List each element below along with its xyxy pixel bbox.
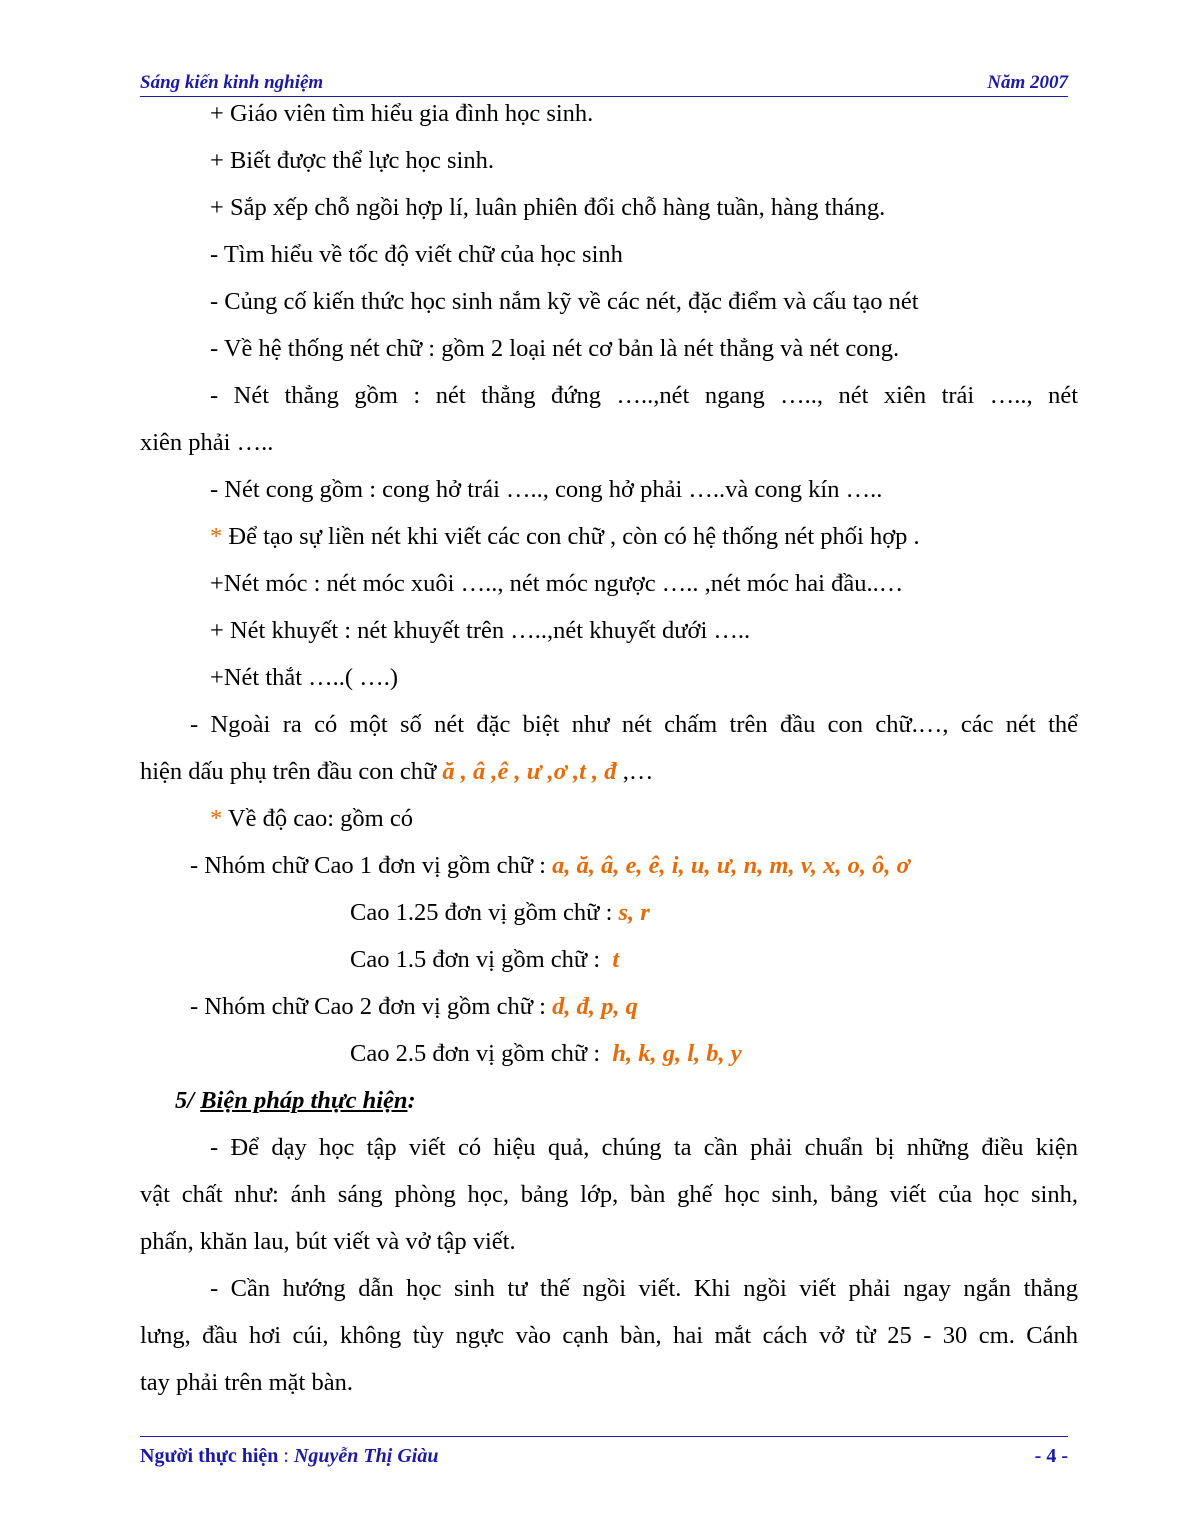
footer-author (140, 1445, 438, 1468)
paragraph-line: +Nét móc : nét móc xuôi ….., nét móc ngược ….. ,nét móc hai đầu..… (210, 570, 904, 597)
paragraph-line (140, 936, 1078, 983)
highlighted-letters: h, k, g, l, b, y (612, 1040, 742, 1067)
section-colon: : (407, 1087, 416, 1114)
paragraph-line: - Để dạy học tập viết có hiệu quả, chúng ta cần phải chuẩn bị những điều kiện (210, 1134, 1078, 1161)
highlighted-letters: a, ă, â, e, ê, i, u, ư, n, m, v, x, o, ô, ơ (552, 852, 910, 879)
page-number: - 4 - (1034, 1445, 1068, 1467)
paragraph-line: - Về hệ thống nét chữ : gồm 2 loại nét cơ bản là nét thẳng và nét cong. (210, 335, 900, 362)
section-heading (140, 1077, 1078, 1124)
footer-author-label: Người thực hiện (140, 1445, 279, 1467)
paragraph-line (140, 842, 1078, 889)
header-title: Sáng kiến kinh nghiệm (140, 72, 324, 93)
paragraph-line: lưng, đầu hơi cúi, không tùy ngực vào cạnh bàn, hai mắt cách vở từ 25 - 30 cm. Cánh (140, 1322, 1078, 1349)
paragraph-line: + Giáo viên tìm hiểu gia đình học sinh. (210, 100, 594, 127)
section-title: Biện pháp thực hiện (200, 1087, 408, 1114)
paragraph-line: + Biết được thể lực học sinh. (210, 147, 494, 174)
line-text: Cao 1.5 đơn vị gồm chữ : (350, 946, 613, 973)
paragraph-line (140, 748, 1078, 795)
highlighted-letters: s, r (618, 899, 650, 926)
paragraph-line (140, 795, 1078, 842)
paragraph-line: +Nét thắt …..( ….) (210, 664, 398, 691)
section-number: 5/ (175, 1087, 201, 1114)
footer-author-name: Nguyễn Thị Giàu (293, 1445, 439, 1467)
highlighted-letters: t (612, 946, 620, 973)
line-text: Về độ cao: gồm có (222, 805, 413, 832)
bullet-star: * (210, 523, 223, 550)
paragraph-line: - Nét thẳng gồm : nét thẳng đứng …..,nét ngang ….., nét xiên trái ….., nét (210, 382, 1078, 409)
page-footer (140, 1436, 1068, 1473)
paragraph-line: + Nét khuyết : nét khuyết trên …..,nét khuyết dưới ….. (210, 617, 751, 644)
line-text: - Nhóm chữ Cao 1 đơn vị gồm chữ : (190, 852, 553, 879)
paragraph-line: xiên phải ….. (140, 429, 274, 456)
paragraph-line (140, 889, 1078, 936)
footer-separator: : (278, 1445, 294, 1467)
highlighted-letters: ă , â ,ê , ư ,ơ ,t , đ (442, 758, 617, 785)
highlighted-letters: d, đ, p, q (552, 993, 638, 1020)
paragraph-line: phấn, khăn lau, bút viết và vở tập viết. (140, 1228, 516, 1255)
line-text: Cao 2.5 đơn vị gồm chữ : (350, 1040, 613, 1067)
paragraph-line: - Tìm hiểu về tốc độ viết chữ của học sinh (210, 241, 623, 268)
paragraph-line: vật chất như: ánh sáng phòng học, bảng lớp, bàn ghế học sinh, bảng viết của học sinh, (140, 1181, 1078, 1208)
header-year: Năm 2007 (987, 72, 1068, 93)
paragraph-line (140, 513, 1078, 560)
line-text: Cao 1.25 đơn vị gồm chữ : (350, 899, 619, 926)
paragraph-line (140, 1030, 1078, 1077)
paragraph-line: - Ngoài ra có một số nét đặc biệt như nét chấm trên đầu con chữ.…, các nét thể (190, 711, 1078, 738)
paragraph-line: - Củng cố kiến thức học sinh nắm kỹ về các nét, đặc điểm và cấu tạo nét (210, 288, 919, 315)
paragraph-line: tay phải trên mặt bàn. (140, 1369, 353, 1396)
paragraph-line: - Nét cong gồm : cong hở trái ….., cong hở phải …..và cong kín ….. (210, 476, 883, 503)
paragraph-line (140, 983, 1078, 1030)
line-text: ,… (616, 758, 654, 785)
paragraph-line: + Sắp xếp chỗ ngồi hợp lí, luân phiên đổi chỗ hàng tuần, hàng tháng. (210, 194, 886, 221)
bullet-star: * (210, 805, 223, 832)
line-text: hiện dấu phụ trên đầu con chữ (140, 758, 443, 785)
document-body (140, 90, 1078, 1406)
line-text: Để tạo sự liền nét khi viết các con chữ , còn có hệ thống nét phối hợp . (222, 523, 920, 550)
paragraph-line: - Cần hướng dẫn học sinh tư thế ngồi viết. Khi ngồi viết phải ngay ngắn thẳng (210, 1275, 1078, 1302)
line-text: - Nhóm chữ Cao 2 đơn vị gồm chữ : (190, 993, 553, 1020)
